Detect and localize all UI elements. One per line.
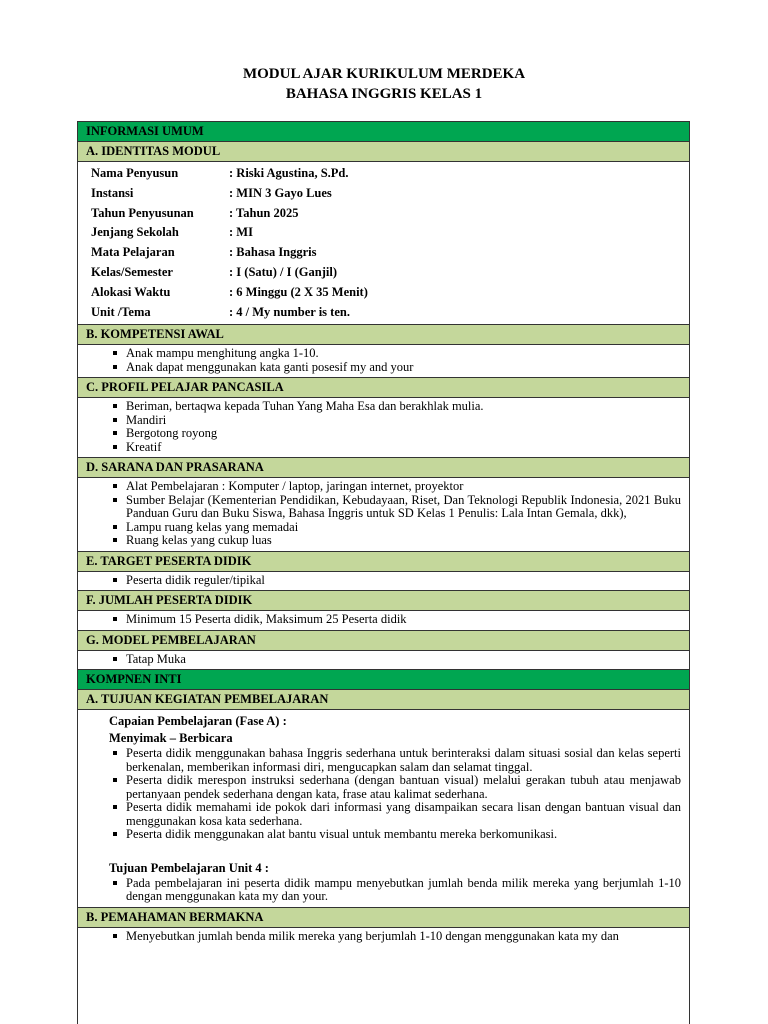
- jumlah-section: [78, 611, 689, 631]
- model-list: [85, 653, 683, 667]
- heading-pemahaman-bermakna: B. PEMAHAMAN BERMAKNA: [78, 908, 689, 928]
- list-item: Tatap Muka: [85, 653, 683, 667]
- list-item: Sumber Belajar (Kementerian Pendidikan, Kebudayaan, Riset, Dan Teknologi Republik Indonesia, 2021 Buku Panduan Guru dan Buku Siswa, Bahasa Inggris untuk SD Kelas 1 Penulis: Lala Intan Gemala, dkk),: [85, 494, 683, 521]
- sarana-list: [85, 480, 683, 548]
- capaian-label: Capaian Pembelajaran (Fase A) :: [109, 714, 287, 729]
- jumlah-list: [85, 613, 683, 627]
- identitas-value: : MI: [229, 225, 253, 240]
- document-title: MODUL AJAR KURIKULUM MERDEKA: [242, 66, 526, 82]
- identitas-value: : I (Satu) / I (Ganjil): [229, 264, 337, 279]
- identitas-row: [91, 243, 689, 263]
- identitas-value: : 6 Minggu (2 X 35 Menit): [229, 284, 368, 299]
- target-section: [78, 572, 689, 592]
- list-item: Mandiri: [85, 414, 683, 428]
- identitas-label: Nama Penyusun: [91, 166, 179, 180]
- list-item: Minimum 15 Peserta didik, Maksimum 25 Peserta didik: [85, 613, 683, 627]
- identitas-value: : MIN 3 Gayo Lues: [229, 185, 332, 200]
- capaian-list: [85, 747, 683, 842]
- unit-label: Tujuan Pembelajaran Unit 4 :: [109, 860, 269, 875]
- heading-tujuan-kegiatan: A. TUJUAN KEGIATAN PEMBELAJARAN: [78, 690, 689, 710]
- identitas-label: Alokasi Waktu: [91, 284, 171, 299]
- list-item: Peserta didik memahami ide pokok dari informasi yang disampaikan secara lisan dengan bantuan visual dan menggunakan kosa kata sederhana.: [85, 801, 683, 828]
- pemahaman-section: [78, 928, 689, 947]
- pemahaman-list: [85, 930, 683, 944]
- identitas-row: [91, 204, 689, 224]
- module-table: [77, 121, 690, 1024]
- identitas-value: : Riski Agustina, S.Pd.: [229, 166, 349, 180]
- sarana-section: [78, 478, 689, 552]
- kompetensi-awal-section: [78, 345, 689, 378]
- heading-model-pembelajaran: G. MODEL PEMBELAJARAN: [78, 631, 689, 651]
- list-item: Ruang kelas yang cukup luas: [85, 534, 683, 548]
- identitas-row: [91, 263, 689, 283]
- section-informasi-umum: INFORMASI UMUM: [78, 122, 689, 142]
- identitas-row: [91, 164, 689, 184]
- profil-pelajar-list: [85, 400, 683, 454]
- list-item: Peserta didik menggunakan bahasa Inggris sederhana untuk berinteraksi dalam situasi sosial dan kelas seperti berkenalan, memberikan informasi diri, mengucapkan salam dan selamat tinggal.: [85, 747, 683, 774]
- list-item: Alat Pembelajaran : Komputer / laptop, jaringan internet, proyektor: [85, 480, 683, 494]
- heading-kompetensi-awal: B. KOMPETENSI AWAL: [78, 325, 689, 345]
- spacer: [85, 842, 683, 860]
- list-item: Peserta didik reguler/tipikal: [85, 574, 683, 588]
- list-item: Peserta didik merespon instruksi sederhana (dengan bantuan visual) melalui gerakan tubuh atau menjawab pertanyaan pendek sederhana dengan kata, frase atau kalimat sederhana.: [85, 774, 683, 801]
- list-item: Bergotong royong: [85, 427, 683, 441]
- list-item: Lampu ruang kelas yang memadai: [85, 521, 683, 535]
- list-item: Kreatif: [85, 441, 683, 455]
- list-item: Menyebutkan jumlah benda milik mereka yang berjumlah 1-10 dengan menggunakan kata my dan: [85, 930, 683, 944]
- identitas-row: [91, 223, 689, 243]
- target-list: [85, 574, 683, 588]
- document-subtitle: BAHASA INGGRIS KELAS 1: [285, 86, 483, 102]
- identitas-row: [91, 283, 689, 303]
- list-item: Peserta didik menggunakan alat bantu visual untuk membantu mereka berkomunikasi.: [85, 828, 683, 842]
- heading-sarana-prasarana: D. SARANA DAN PRASARANA: [78, 458, 689, 478]
- tujuan-section: [78, 710, 689, 908]
- profil-pelajar-section: [78, 398, 689, 458]
- list-item: Anak dapat menggunakan kata ganti posesif my and your: [85, 361, 683, 375]
- list-item: Beriman, bertaqwa kepada Tuhan Yang Maha Esa dan berakhlak mulia.: [85, 400, 683, 414]
- section-komponen-inti: KOMPNEN INTI: [78, 670, 689, 690]
- identitas-label: Tahun Penyusunan: [91, 205, 194, 220]
- menyimak-label: Menyimak – Berbicara: [109, 731, 233, 746]
- kompetensi-awal-list: [85, 347, 683, 374]
- list-item: Anak mampu menghitung angka 1-10.: [85, 347, 683, 361]
- identitas-row: [91, 184, 689, 204]
- heading-profil-pelajar: C. PROFIL PELAJAR PANCASILA: [78, 378, 689, 398]
- identitas-value: : 4 / My number is ten.: [229, 304, 350, 319]
- model-section: [78, 651, 689, 671]
- identitas-label: Unit /Tema: [91, 304, 151, 319]
- heading-target-peserta: E. TARGET PESERTA DIDIK: [78, 552, 689, 572]
- identitas-label: Jenjang Sekolah: [91, 225, 179, 240]
- identitas-label: Mata Pelajaran: [91, 245, 175, 260]
- identitas-label: Instansi: [91, 185, 134, 200]
- heading-jumlah-peserta: F. JUMLAH PESERTA DIDIK: [78, 591, 689, 611]
- unit-list: [85, 877, 683, 904]
- identitas-table: [78, 162, 689, 325]
- heading-identitas-modul: A. IDENTITAS MODUL: [78, 142, 689, 162]
- list-item: Pada pembelajaran ini peserta didik mampu menyebutkan jumlah benda milik mereka yang berjumlah 1-10 dengan menggunakan kata my dan your.: [85, 877, 683, 904]
- identitas-label: Kelas/Semester: [91, 264, 173, 279]
- identitas-row: [91, 303, 689, 323]
- identitas-value: : Bahasa Inggris: [229, 245, 317, 260]
- identitas-value: : Tahun 2025: [229, 205, 299, 220]
